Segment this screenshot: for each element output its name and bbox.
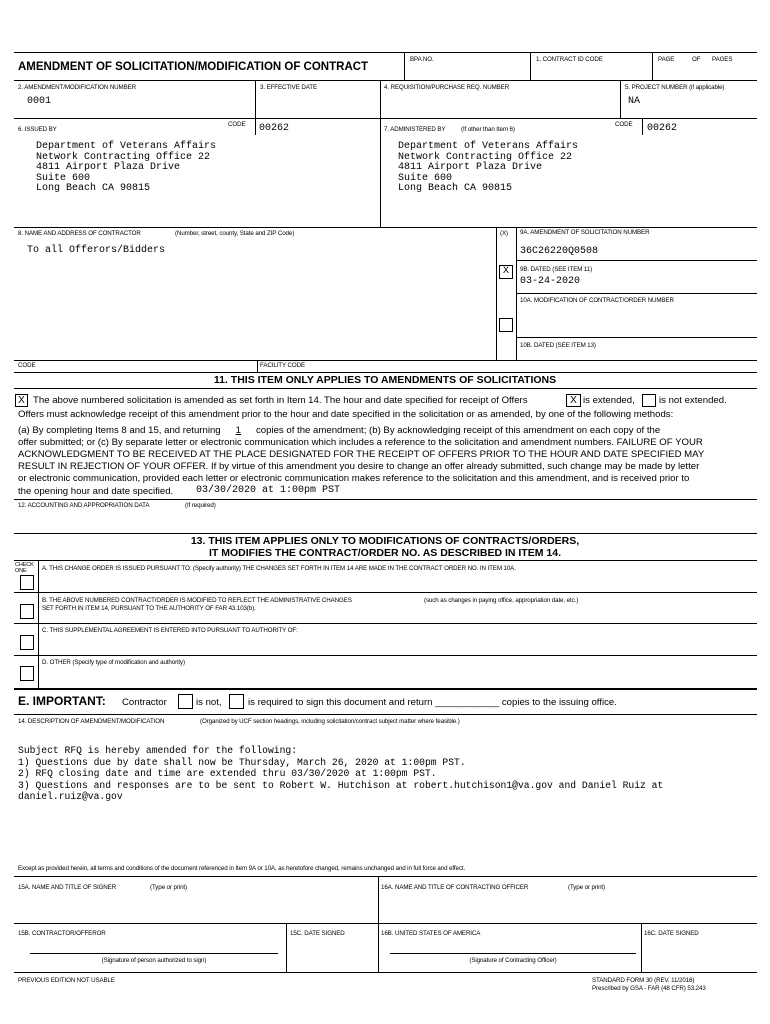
pages-label: PAGES — [712, 56, 733, 63]
dated-10b-label: 10B. DATED (SEE ITEM 13) — [520, 342, 596, 349]
item-13b-text-1b: (such as changes in paying office, appropriation date, etc.) — [424, 597, 579, 604]
officer-name-label: 16A. NAME AND TITLE OF CONTRACTING OFFICER — [381, 884, 529, 891]
contractor-label: 8. NAME AND ADDRESS OF CONTRACTOR — [18, 230, 141, 237]
check-one-label: CHECK ONE — [15, 562, 34, 574]
dated-9b-checkbox[interactable]: X — [499, 265, 513, 279]
item-13b-text-1: B. THE ABOVE NUMBERED CONTRACT/ORDER IS MODIFIED TO REFLECT THE ADMINISTRATIVE CHANGES — [42, 597, 352, 604]
terms-unchanged-note: Except as provided herein, all terms and conditions of the document referenced in Item 9A or 10A, as heretofore changed, remains unchanged and in full force and effect. — [18, 865, 466, 872]
administered-by-label: 7. ADMINISTERED BY — [384, 126, 446, 133]
modification-10a-label: 10A. MODIFICATION OF CONTRACT/ORDER NUMBER — [520, 297, 674, 304]
form-title: AMENDMENT OF SOLICITATION/MODIFICATION OF CONTRACT — [18, 61, 369, 73]
amendment-number-label: 2. AMENDMENT/MODIFICATION NUMBER — [18, 84, 137, 91]
copies-value: 1 — [235, 425, 241, 436]
item-13d-checkbox[interactable] — [20, 666, 34, 681]
dated-9b-value[interactable]: 03-24-2020 — [520, 276, 581, 287]
is-not-checkbox[interactable] — [178, 694, 193, 709]
item-11-line-1: The above numbered solicitation is amended as set forth in Item 14. The hour and date specified for receipt of Offers — [33, 395, 528, 406]
not-extended-checkbox[interactable] — [642, 394, 656, 407]
item-13-heading-2: IT MODIFIES THE CONTRACT/ORDER NO. AS DESCRIBED IN ITEM 14. — [209, 547, 561, 559]
x-column-label: (X) — [500, 230, 508, 237]
item-14-label: 14. DESCRIPTION OF AMENDMENT/MODIFICATION — [18, 718, 165, 725]
modification-10a-checkbox[interactable] — [499, 318, 513, 332]
contractor-code-label: CODE — [18, 362, 36, 369]
contractor-sub: (Number, street, county, State and ZIP Code) — [175, 230, 295, 237]
item-14-sub: (Organized by UCF section headings, including solicitation/contract subject matter where feasible.) — [200, 718, 460, 725]
item-11-line-5: ACKNOWLEDGMENT TO BE RECEIVED AT THE PLACE DESIGNATED FOR THE RECEIPT OF OFFERS PRIOR TO THE HOUR AND DATE SPECIFIED MAY — [18, 449, 705, 460]
prescribed-by-label: Prescribed by GSA - FAR (48 CFR) 53.243 — [592, 985, 706, 992]
solicitation-amended-checkbox[interactable]: X — [15, 394, 28, 407]
item-11-line-6: RESULT IN REJECTION OF YOUR OFFER. If by virtue of this amendment you desire to change an offer already submitted, such change may be made by letter — [18, 461, 700, 472]
amendment-9a-label: 9A. AMENDMENT OF SOLICITATION NUMBER — [520, 229, 650, 236]
issued-code-value[interactable]: 00262 — [259, 123, 290, 134]
page-label: PAGE — [658, 56, 675, 63]
important-contractor: Contractor — [122, 697, 167, 708]
item-13-heading-1: 13. THIS ITEM APPLIES ONLY TO MODIFICATIONS OF CONTRACTS/ORDERS, — [190, 535, 580, 547]
is-not-label: is not, — [196, 697, 222, 708]
item-11-line-8: the opening hour and date specified. — [18, 486, 174, 497]
item-13d-text: D. OTHER (Specify type of modification and authority) — [42, 659, 185, 666]
amendment-9a-value[interactable]: 36C26220Q0508 — [520, 246, 599, 257]
amendment-number-value[interactable]: 0001 — [27, 96, 52, 107]
admin-code-label: CODE — [615, 121, 633, 128]
extended-checkbox[interactable]: X — [566, 394, 581, 407]
item-11-heading: 11. THIS ITEM ONLY APPLIES TO AMENDMENTS OF SOLICITATIONS — [213, 374, 557, 386]
administered-by-address: Department of Veterans Affairs Network Contracting Office 22 4811 Airport Plaza Drive Suite 600 Long Beach CA 90815 — [398, 141, 579, 195]
item-13a-checkbox[interactable] — [20, 575, 34, 590]
item-11-line-2: Offers must acknowledge receipt of this amendment prior to the hour and date specified in the solicitation or as amended, by one of the following methods: — [18, 409, 674, 420]
effective-date-label: 3. EFFECTIVE DATE — [260, 84, 317, 91]
item-14-description[interactable]: Subject RFQ is hereby amended for the following: 1) Questions due by date shall now be Thursday, March 26, 2020 at 1:00pm PST. 2) RFQ closing date and time are extended thru 03/30/2020 at 1:00pm PST. 3) Questions and responses are to be sent to Robert W. Hutchison at robert.hutchison1@va.gov and Daniel Ruiz at daniel.ruiz@va.gov — [18, 745, 664, 803]
item-11-line-4: offer submitted; or (c) By separate letter or electronic communication which includes a reference to the solicitation and amendment numbers. FAILURE OF YOUR — [18, 437, 703, 448]
item-13b-checkbox[interactable] — [20, 604, 34, 619]
opening-date-value[interactable]: 03/30/2020 at 1:00pm PST — [196, 485, 341, 496]
previous-edition-note: PREVIOUS EDITION NOT USABLE — [18, 977, 115, 984]
is-required-checkbox[interactable] — [229, 694, 244, 709]
project-number-label: 5. PROJECT NUMBER (if applicable) — [625, 84, 725, 91]
item-13c-checkbox[interactable] — [20, 635, 34, 650]
signer-name-label: 15A. NAME AND TITLE OF SIGNER — [18, 884, 117, 891]
item-13b-text-2: SET FORTH IN ITEM 14, PURSUANT TO THE AUTHORITY OF FAR 43.103(b). — [42, 605, 256, 612]
project-number-value[interactable]: NA — [628, 96, 641, 107]
facility-code-label: FACILITY CODE — [260, 362, 306, 369]
item-13a-text: A. THIS CHANGE ORDER IS ISSUED PURSUANT TO: (Specify authority) THE CHANGES SET FORTH IN ITEM 14 ARE MADE IN THE CONTRACT ORDER NO. IN ITEM 10A. — [42, 565, 516, 572]
administered-by-sub: (If other than Item 6) — [461, 126, 515, 133]
item-11-line-3: (a) By completing Items 8 and 15, and returning 1 copies of the amendment; (b) By acknowledging receipt of this amendment on each copy of the — [18, 425, 661, 436]
requisition-label: 4. REQUISITION/PURCHASE REQ. NUMBER — [384, 84, 510, 91]
is-required-text: is required to sign this document and return ____________ copies to the issuing office. — [248, 697, 617, 708]
item-12-sub: (If required) — [185, 502, 216, 509]
bpa-label: BPA NO. — [410, 56, 434, 63]
important-label: E. IMPORTANT: — [18, 694, 106, 708]
united-states-label: 16B. UNITED STATES OF AMERICA — [381, 930, 481, 937]
not-extended-label: is not extended. — [659, 395, 727, 406]
issued-by-address: Department of Veterans Affairs Network Contracting Office 22 4811 Airport Plaza Drive Suite 600 Long Beach CA 90815 — [36, 141, 217, 195]
signer-name-sub: (Type or print) — [150, 884, 188, 891]
extended-label: is extended, — [583, 395, 635, 406]
dated-9b-label: 9B. DATED (SEE ITEM 11) — [520, 266, 593, 273]
contract-id-label: 1. CONTRACT ID CODE — [536, 56, 603, 63]
contractor-offeror-label: 15B. CONTRACTOR/OFFEROR — [18, 930, 106, 937]
signature-person-label: (Signature of person authorized to sign) — [101, 957, 207, 964]
contractor-date-signed-label: 15C. DATE SIGNED — [290, 930, 345, 937]
item-13c-text: C. THIS SUPPLEMENTAL AGREEMENT IS ENTERED INTO PURSUANT TO AUTHORITY OF: — [42, 627, 298, 634]
contractor-value[interactable]: To all Offerors/Bidders — [27, 245, 166, 256]
standard-form-label: STANDARD FORM 30 (REV. 11/2016) — [592, 977, 695, 984]
officer-name-sub: (Type or print) — [568, 884, 606, 891]
admin-code-value[interactable]: 00262 — [647, 123, 678, 134]
issued-by-label: 6. ISSUED BY — [18, 126, 57, 133]
signature-officer-label: (Signature of Contracting Officer) — [469, 957, 557, 964]
item-12-label: 12. ACCOUNTING AND APPROPRIATION DATA — [18, 502, 150, 509]
of-label: OF — [692, 56, 701, 63]
officer-date-signed-label: 16C. DATE SIGNED — [644, 930, 699, 937]
issued-code-label: CODE — [228, 121, 246, 128]
item-11-line-7: or electronic communication, provided each letter or electronic communication makes reference to the solicitation and this amendment, and is received prior to — [18, 473, 690, 484]
